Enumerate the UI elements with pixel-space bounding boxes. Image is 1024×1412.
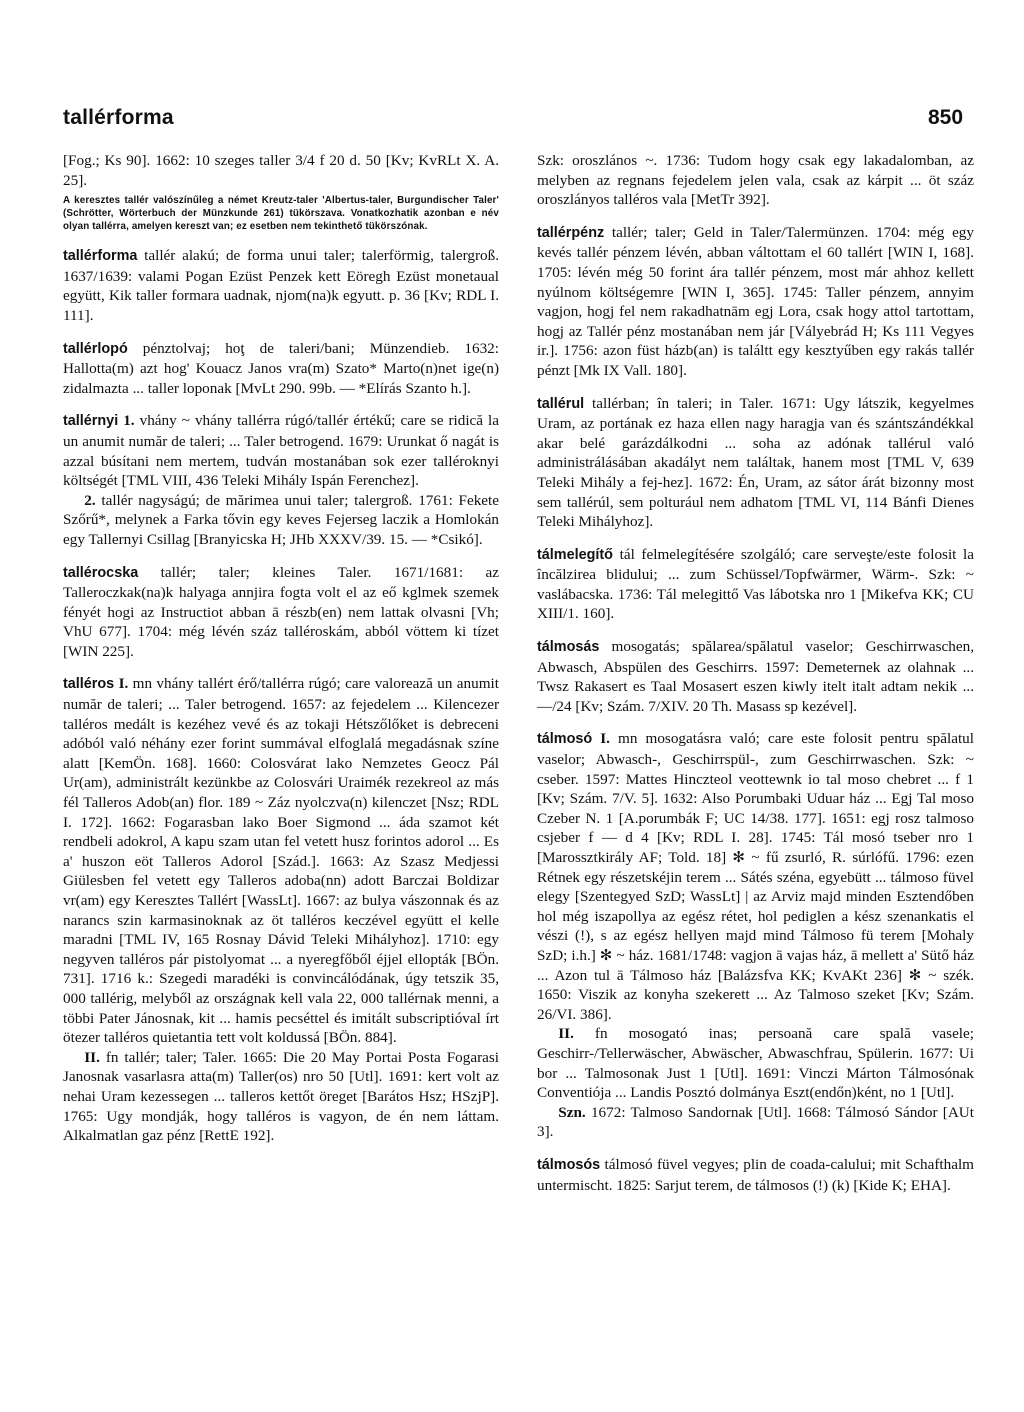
dictionary-entry (537, 729, 974, 1024)
dictionary-entry (537, 223, 974, 381)
entry-headword: tallérpénz (537, 224, 605, 241)
dictionary-entry (537, 1155, 974, 1195)
entry-headword: talléros (63, 676, 115, 693)
entry-headword: tálmosós (537, 1156, 601, 1173)
sense-number: 2. (84, 491, 96, 509)
entry-text: tálmosó füvel vegyes; plin de coada-calului; mit Schafthalm untermischt. 1825: Sarjut terem, de tálmosos (!) (k) [Kide K; EHA]. (537, 1155, 974, 1194)
entry-text: tallér alakú; de forma unui taler; talerförmig, talergroß. 1637/1639: valami Pogan Ezüst Penzek kett Eöregh Ezüst monetaual együtt, Kik taller formara uadnak, njom(na)k egyutt. p. 36 [Kv; RDL I. 111]. (63, 247, 499, 324)
sense-number: I. (114, 675, 129, 693)
entry-text: 1672: Talmoso Sandornak [Utl]. 1668: Tálmosó Sándor [AUt 3]. (537, 1103, 974, 1141)
entry-text: tallér; taler; kleines Taler. 1671/1681: az Talleroczkak(na)k halyaga annjira fogta volt el az eő kglmek szemek fényét hogi az Instructiot abban ā részb(en) nem lattak olvasni [Vh; VhU 677]. 1704: még lévén száz talléroskám, abból vöttem ki tízet [WIN 225]. (63, 563, 499, 660)
entry-headword: tallérlopó (63, 340, 128, 357)
dictionary-entry (63, 674, 499, 1047)
left-column (63, 151, 499, 1146)
page-number: 850 (928, 106, 964, 129)
right-column (537, 151, 974, 1195)
entry-sense (63, 491, 499, 550)
entry-sense (63, 1048, 499, 1146)
entry-headword: tallérnyi (63, 413, 119, 430)
entry-headword: tálmosás (537, 639, 600, 656)
dictionary-entry (63, 339, 499, 399)
entry-headword: tálmelegítő (537, 546, 613, 563)
sense-number: II. (558, 1025, 574, 1043)
sense-number: II. (84, 1048, 100, 1066)
entry-text: mosogatás; spălarea/spălatul vaselor; Geschirrwaschen, Abwasch, Abspülen des Geschirrs. 1597: Demeternek az olahnak ... Twsz Rakasert es Taal Mosasert eszen kiwly itelt italt adtam nekik ... —/24 [Kv; Szám. 7/XIV. 20 Th. Masass sp kezével]. (537, 638, 974, 715)
sense-number: I. (592, 730, 610, 748)
entry-text: tallér; taler; Geld in Taler/Talermünzen. 1704: még egy kevés tallér pénzem lévén, abban váltottam el 60 tallért [WIN I, 168]. 1705: lévén még 50 forint ára tallér pénzem, most már ahhoz kellett nyúlnom költségemre [WIN I, 365]. 1745: Taller pénzem, annyim vagjon, hogj fel nem rakadhatnām egj Lora, csak hogy attol tartottam, hogj az Tallér pénz mostanában nem jár [Vályebrád H; Ks 111 Vegyes ir.]. 1756: azon füst házb(an) is találtt egy kesztyűben egy rakás tallér pénzt [Mk IX Vall. 180]. (537, 223, 974, 379)
entry-headword: tallérocska (63, 564, 139, 581)
dictionary-entry (63, 563, 499, 662)
entry-text: mn vhány tallért érő/tallérra rúgó; care valorează un anumit număr de taleri; ... Taler betrogend. 1657: az fejedelem ... Kilencezer talléros medált is kezéhez vevé és az tokaji Hétszőlőket is debreceni adóból való néhány ezer forint summával elfoglalá megadásnak színe alatt [KemÖn. 168]. 1660: Colosvárat lako Nemzetes Geocz Pál Ur(am), administrált kezünkbe az Colosvári Uraimék rezekreol az más fél Talleros Adob(an) flor. 189 ~ Záz nyolczva(n) kilenczet [Nsz; RDL I. 172]. 1662: Fogarasban lako Boer Sigmond ... áda szamot két rendbeli adokrol, A kapu szam utan fel vetett husz forintos adorol ... Es a' huszon eöt Talleros Adorol [Szád.]. 1663: Az Szasz Medjessi Giülesben fel vetett egy Talleros adoba(nn) adott Barczai Boldizar vr(am) egy Keresztes Tallért [WassLt]. 1667: az bulya vászonnak és az narancs szin karmasinoknak az öt talléros keczével együtt el kelle maradni [TML IV, 165 Rosnay Dávid Teleki Mihályhoz]. 1710: egy negyven talléros pár pistolyomat ... a nyeregfőből éjjel ellopták [BÖn. 731]. 1716 k.: Szegedi maradéki is convincálódának, úgy tetszik 35, 000 tallérig, melyből az országnak kell vala 22, 000 tallérnak menni, a többi Pater Jánosnak, kit ... hamis pecséttel és imitált subscriptióval írt ötezer talléros quietantia tett volt koldussá [BÖn. 884]. (63, 675, 499, 1047)
entry-text: fn mosogató inas; persoană care spală vasele; Geschirr-/Tellerwäscher, Abwäscher, Abwaschfrau, Spülerin. 1677: Ui bor ... Talmosonak Just 1 [Utl]. 1691: Vinczi Márton Tálmosónak Conventiója ... Landis Posztó dolmánya Eszt(endőn)ként, no 1 [Utl]. (537, 1025, 974, 1102)
entry-headword: tallérforma (63, 248, 138, 265)
sense-number: Szn. (558, 1103, 586, 1121)
entry-text: tál felmelegítésére szolgáló; care serveşte/este folosit la încălzirea blidului; ... zum Schüssel/Topfwärmer, Wärm-. Szk: ~ vaslábacska. 1736: Tál melegittő Vas lábotska nro 1 [Mikefva KK; CU XIII/1. 160]. (537, 545, 974, 623)
running-headword: tallérforma (63, 106, 174, 129)
entry-text: tallérban; în taleri; in Taler. 1671: Ugy látszik, kegyelmes Uram, az portának ez haza ellen nagy haragja van és szántszándékkal akar belé garázdálkodni ... soha az adónak tallérul való administrálásában akadályt nem találtak, hanem most [TML V, 639 Teleki Mihály a fej-hez]. 1672: Én, Uram, az sátor árát bizonny most sem tallérúl, sem polturául nem adhatom [TML VI, 114 Bánfi Dienes Teleki Mihályhoz]. (537, 394, 974, 531)
entry-text: fn tallér; taler; Taler. 1665: Die 20 May Portai Posta Fogarasi Janosnak vasarlasra atta(m) Taller(os) nro 50 [Utl]. 1691: kert volt az nehai Uram kezessegen ... talleros kettőt öreget [Barátos Hsz; HSzjP]. 1765: Ugy mondják, hogy talléros is vagyon, de én nem láttam. Alkalmatlan gaz pénz [RettE 192]. (63, 1048, 499, 1145)
entry-sense (537, 1024, 974, 1102)
dictionary-entry (537, 394, 974, 532)
entry-continuation: Szk: oroszlános ~. 1736: Tudom hogy csak egy lakadalomban, az melyben az regnans fejedelem jelen vala, csak az kárpit ... öt száz oroszlányos talléros vala [MetTr 392]. (537, 152, 974, 209)
entry-continuation: [Fog.; Ks 90]. 1662: 10 szeges taller 3/4 f 20 d. 50 [Kv; KvRLt X. A. 25]. (63, 152, 499, 189)
dictionary-entry (537, 545, 974, 624)
entry-text: tallér nagyságú; de mărimea unui taler; talergroß. 1761: Fekete Szőrű*, melynek a Farka tővin egy keves Fejerseg laczik a Homlokán egy Tallernyi Csillag [Branyicska H; JHb XXXV/39. 15. — *Csikó]. (63, 491, 499, 548)
editorial-note: A keresztes tallér valószínűleg a német Kreutz-taler 'Albertus-taler, Burgundischer Taler' (Schrötter, Wörterbuch der Münzkunde 261) tükörszava. Vonatkozhatik azonban e név olyan tallérra, amelyen kereszt van; ez esetben nem tekinthető tükörszónak. (63, 195, 499, 233)
entry-headword: tálmosó (537, 731, 593, 748)
entry-text: mn mosogatásra való; care este folosit pentru spălatul vaselor; Abwasch-, Geschirrspül-, zum Geschirrwaschen. Szk: ~ cseber. 1597: Mattes Hinczteol veottewnk io tal moso chebret ... f 1 [Kv; Szám. 7/V. 5]. 1632: Also Porumbaki Uduar ház ... Egj Tal moso Czeber N. 1 [A.porumbák F; UC 14/38. 177]. 1651: egj rosz talmoso csjeber f — d 4 [Kv; RDL I. 28]. 1745: Tál mosó tseber nro 1 [Marossztkirály AF; Told. 18] ✻ ~ fű zsurló, R. súrlófű. 1796: ezen Rétnek egy részetskéjin terem ... Sátés széna, egyebütt ... tálmoso füvel elegy [Szentegyed SzD; WassLt] | az Arviz majd minden Esztendőben hol még iszapollya az egész rétet, hol pediglen a kész szenankatis el vészi (!), s az egész hellyen majd mind Tálmoso fü terem [Mohaly SzD; i.h.] ✻ ~ ház. 1681/1748: vagjon ā vajas ház, ā mellett a' Sütő ház ... Azon tul ā Tálmoso ház [Balázsfva KK; KvAKt 236] ✻ ~ szék. 1650: Viszik az konyha szekerett ... Az Talmoso szeket [Kv; Szám. 26/VI. 386]. (537, 730, 974, 1023)
dictionary-entry (537, 637, 974, 716)
entry-text: pénztolvaj; hoţ de taleri/bani; Münzendieb. 1632: Hallotta(m) azt hog' Kouacz Janos vra(m) Szato* Marto(n)net ige(n) zidalmazta ... taller loponak [MvLt 290. 99b. — *Elírás Szanto h.]. (63, 339, 499, 397)
entry-headword: tallérul (537, 395, 585, 412)
dictionary-entry (63, 246, 499, 325)
entry-text: vhány ~ vhány tallérra rúgó/tallér értékű; care se ridică la un anumit număr de taleri; ... Taler betrogend. 1679: Urunkat ő nagát is azzal búsítani nem mertem, tudván mostanában sok ezer talléroknyi költségét [TML VIII, 436 Teleki Mihály Ispán Ferenchez]. (63, 412, 499, 490)
entry-sense (537, 1103, 974, 1142)
dictionary-entry (63, 411, 499, 490)
sense-number: 1. (118, 412, 135, 430)
